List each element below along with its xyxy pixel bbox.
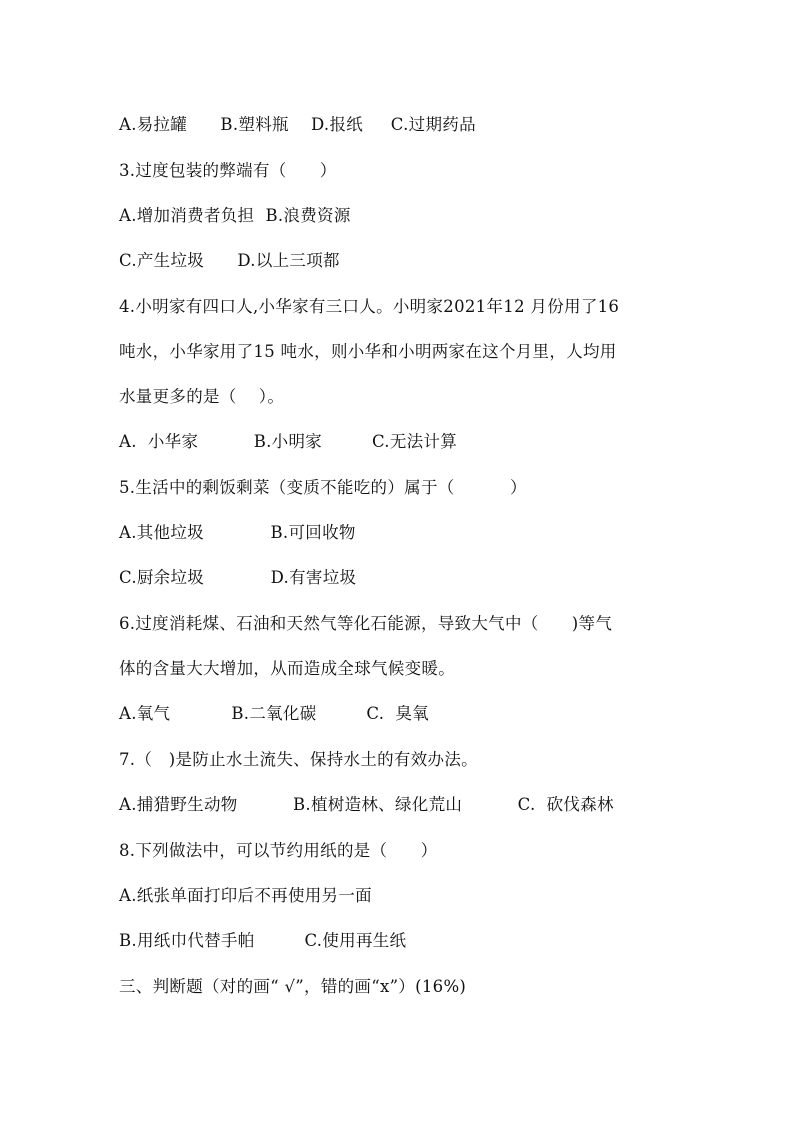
- q6-question-line1: 6.过度消耗煤、石油和天然气等化石能源，导致大气中（ )等气: [119, 614, 613, 633]
- q6-question-line2: 体的含量大大增加，从而造成全球气候变暖。: [119, 659, 455, 678]
- section-3-heading: 三、判断题（对的画“ √”，错的画“x”）(16%): [119, 977, 467, 996]
- q2-options: A.易拉罐 B.塑料瓶 D.报纸 C.过期药品: [119, 115, 476, 134]
- q6-options: A.氧气 B.二氧化碳 C. 臭氧: [119, 704, 429, 723]
- q5-options-ab: A.其他垃圾 B.可回收物: [119, 523, 356, 542]
- q7-question: 7.（ )是防止水土流失、保持水土的有效办法。: [119, 750, 478, 769]
- q3-question: 3.过度包装的弊端有（ ）: [119, 161, 337, 180]
- q8-options-bc: B.用纸巾代替手帕 C.使用再生纸: [119, 931, 407, 950]
- q8-option-a: A.纸张单面打印后不再使用另一面: [119, 886, 372, 905]
- q3-options-ab: A.增加消费者负担 B.浪费资源: [119, 206, 351, 225]
- q5-question: 5.生活中的剩饭剩菜（变质不能吃的）属于（ ）: [119, 478, 527, 497]
- q8-question: 8.下列做法中，可以节约用纸的是（ ）: [119, 841, 438, 860]
- q4-options: A. 小华家 B.小明家 C.无法计算: [119, 432, 458, 451]
- q4-question-line3: 水量更多的是（ ）。: [119, 387, 285, 406]
- q4-question-line2: 吨水，小华家用了15 吨水，则小华和小明两家在这个月里，人均用: [119, 342, 617, 361]
- q5-options-cd: C.厨余垃圾 D.有害垃圾: [119, 568, 357, 587]
- q3-options-cd: C.产生垃圾 D.以上三项都: [119, 251, 340, 270]
- q7-options: A.捕猎野生动物 B.植树造林、绿化荒山 C. 砍伐森林: [119, 795, 614, 814]
- q4-question-line1: 4.小明家有四口人,小华家有三口人。小明家2021年12 月份用了16: [119, 297, 620, 316]
